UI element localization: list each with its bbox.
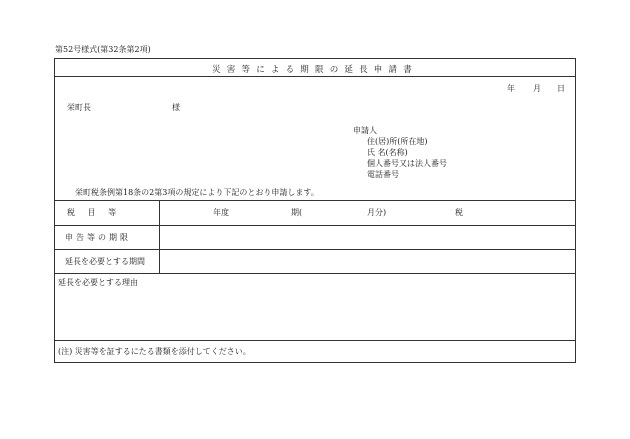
extension-period-label: 延長を必要とする期間 bbox=[65, 257, 145, 266]
addressee-honorific: 様 bbox=[172, 103, 180, 112]
row-divider-1 bbox=[55, 225, 575, 226]
tax-label: 税 bbox=[455, 208, 463, 217]
form-number: 第52号様式(第32条第2項) bbox=[55, 45, 151, 54]
addressee-name: 栄町長 bbox=[67, 103, 91, 112]
month-part-label: 月分) bbox=[367, 208, 387, 217]
date-month-label: 月 bbox=[533, 84, 541, 93]
table-top-border bbox=[55, 200, 575, 201]
label-column-divider bbox=[159, 200, 160, 273]
period-label: 期( bbox=[291, 208, 303, 217]
application-statement: 栄町税条例第18条の2第3項の規定により下記のとおり申請します。 bbox=[75, 188, 319, 197]
applicant-id-number-label: 個人番号又は法人番号 bbox=[367, 159, 447, 168]
form-title: 災害等による期限の延長申請書 bbox=[212, 65, 418, 75]
row-divider-3 bbox=[55, 273, 575, 274]
applicant-name-label: 氏 名(名称) bbox=[367, 148, 408, 157]
date-day-label: 日 bbox=[557, 84, 565, 93]
fiscal-year-label: 年度 bbox=[213, 208, 229, 217]
applicant-phone-label: 電話番号 bbox=[367, 170, 399, 179]
application-form bbox=[54, 58, 576, 363]
date-year-label: 年 bbox=[507, 84, 515, 93]
reason-label: 延長を必要とする理由 bbox=[58, 278, 138, 287]
row-divider-2 bbox=[55, 249, 575, 250]
title-divider bbox=[55, 76, 575, 77]
applicant-address-label: 住(居)所(所在地) bbox=[367, 137, 428, 146]
row-divider-4 bbox=[55, 340, 575, 341]
filing-deadline-label: 申告等の期限 bbox=[65, 233, 131, 242]
tax-item-label: 税 目 等 bbox=[67, 208, 122, 217]
applicant-heading: 申請人 bbox=[353, 126, 377, 135]
attachment-note: (注) 災害等を証するにたる書類を添付してください。 bbox=[58, 347, 251, 356]
